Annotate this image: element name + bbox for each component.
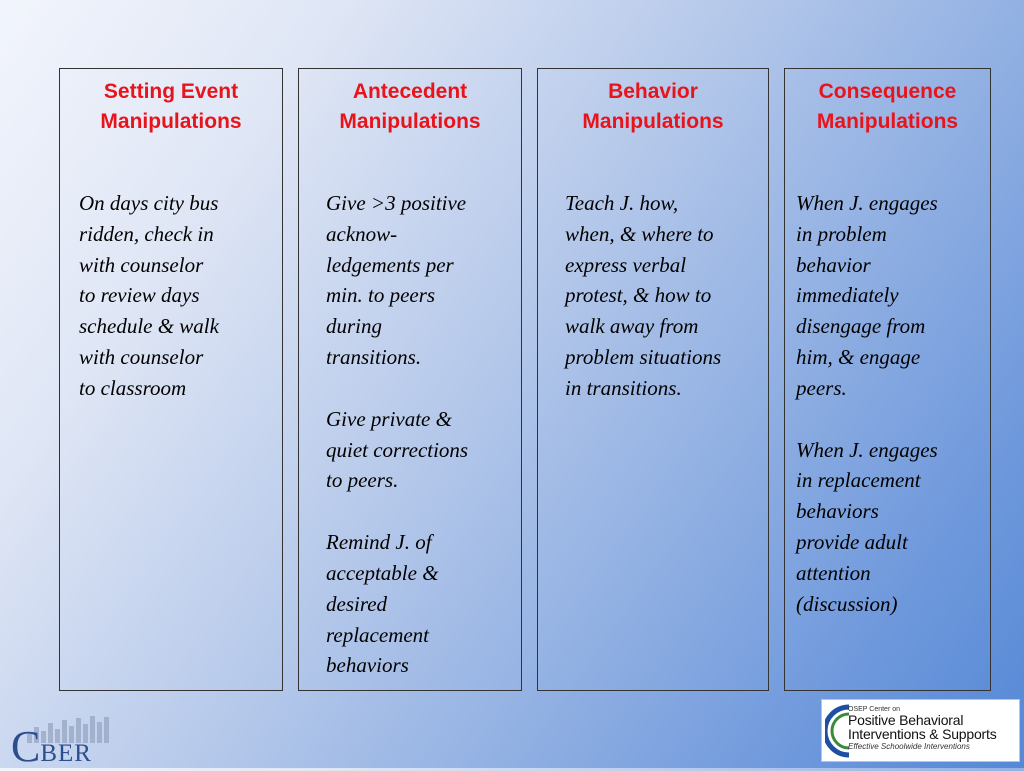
pbis-tagline: Effective Schoolwide Interventions — [848, 742, 970, 751]
setting-event-column — [59, 68, 283, 691]
cber-wordmark: CBER — [11, 722, 92, 771]
paragraph: Teach J. how, when, & where to express verbal protest, & how to walk away from problem situations in transitions. — [565, 191, 722, 400]
paragraph: Give >3 positive acknow- ledgements per min. to peers during transitions. — [326, 191, 467, 369]
cber-logo — [11, 715, 115, 771]
column-heading: Behavior Manipulations — [582, 80, 724, 133]
antecedent-column — [298, 68, 522, 691]
paragraph: Remind J. of acceptable & desired replacement behaviors — [326, 530, 439, 678]
pbis-logo — [821, 699, 1020, 762]
paragraph: When J. engages in replacement behaviors provide adult attention (discussion) — [796, 437, 938, 616]
pbis-title-line-2: Interventions & Supports — [848, 726, 997, 742]
column-body — [565, 188, 766, 404]
paragraph: Give private & quiet corrections to peers. — [326, 406, 469, 493]
column-body — [326, 188, 515, 681]
column-heading: Antecedent Manipulations — [339, 80, 481, 133]
column-heading: Setting Event Manipulations — [100, 80, 242, 133]
behavior-column — [537, 68, 769, 691]
paragraph: When J. engages in problem behavior immediately disengage from him, & engage peers. — [796, 191, 938, 400]
column-body — [79, 188, 276, 404]
pbis-title-line-1: Positive Behavioral — [848, 712, 964, 728]
consequence-column — [784, 68, 991, 691]
pbis-small-line: OSEP Center on — [848, 706, 901, 713]
paragraph: On days city bus ridden, check in with counselor to review days schedule & walk with counselor to classroom — [79, 191, 219, 400]
column-body — [796, 188, 988, 619]
column-heading: Consequence Manipulations — [816, 80, 959, 133]
